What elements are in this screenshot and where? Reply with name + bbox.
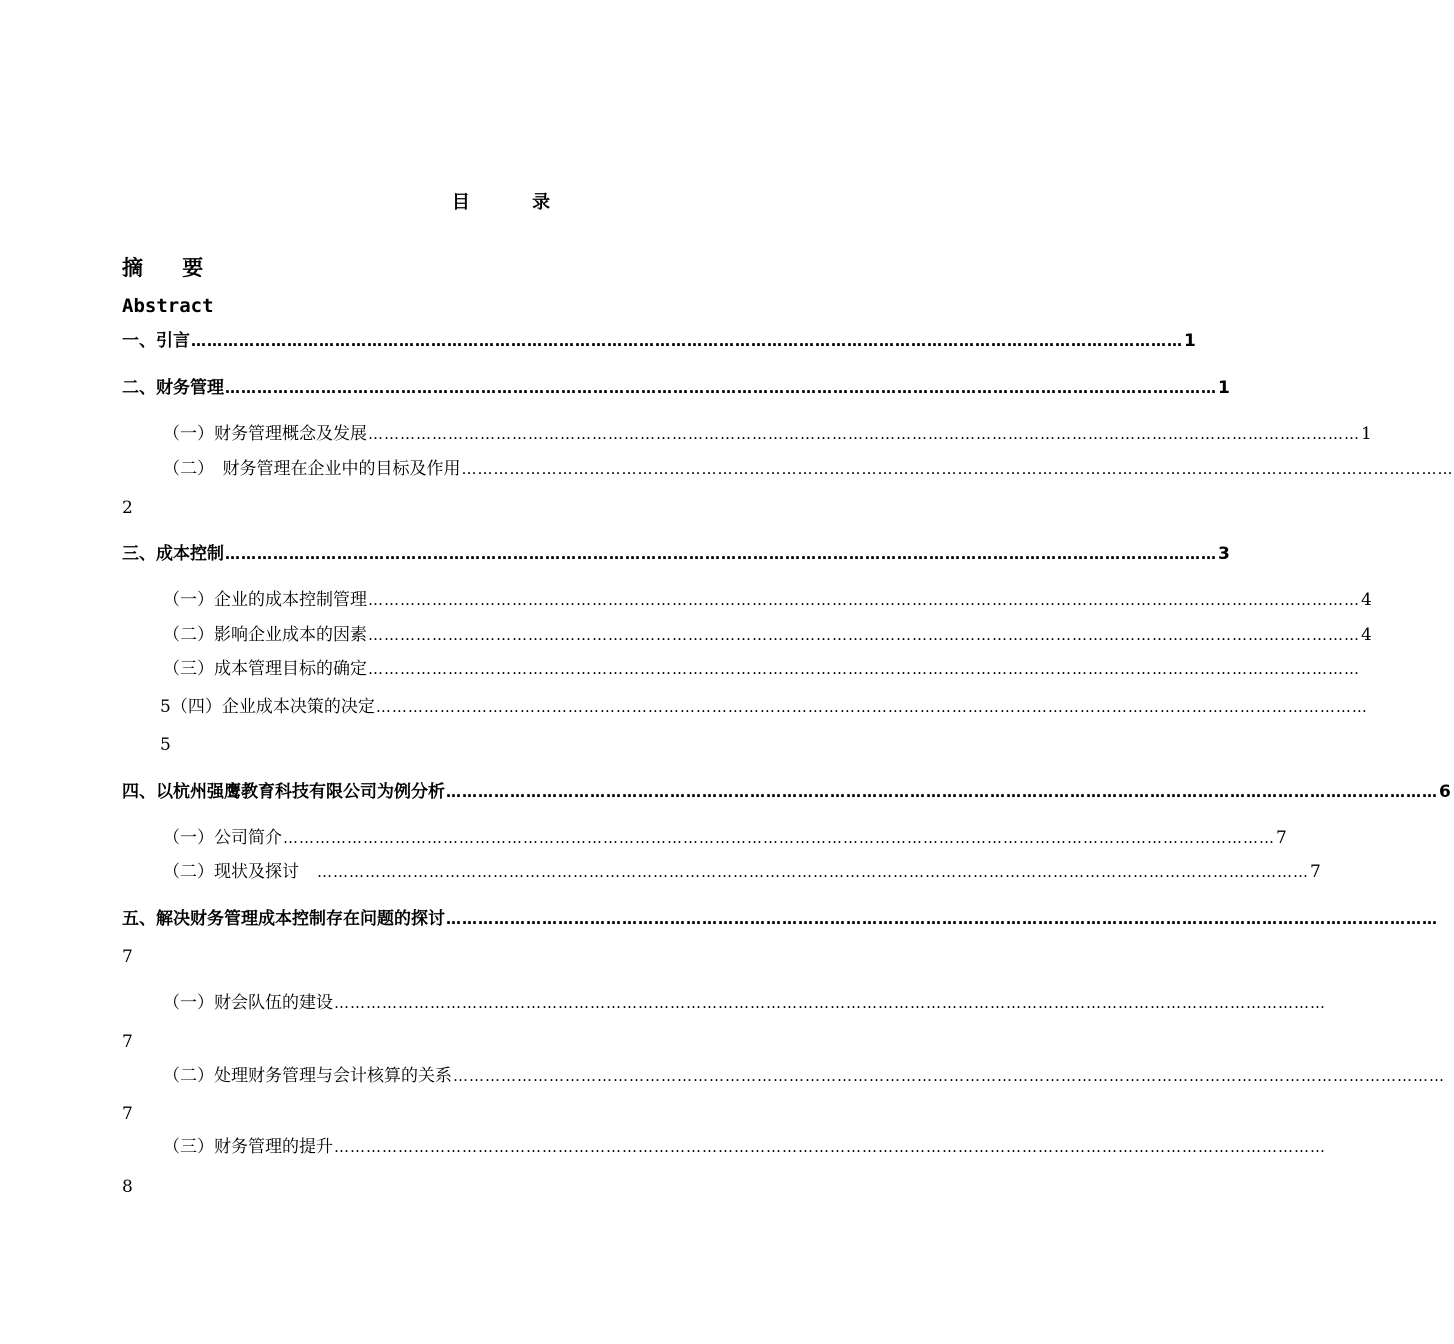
toc-entry[interactable] xyxy=(160,695,1368,719)
toc-page-number: 7 xyxy=(122,947,133,967)
toc-leader: …………………………………………………………………………………………………………………………………………………………………… xyxy=(368,425,1360,443)
toc-entry-label: （二）影响企业成本的因素 xyxy=(163,625,367,645)
toc-entry-label: （三）财务管理的提升 xyxy=(163,1137,333,1157)
toc-entry[interactable] xyxy=(163,826,1287,850)
toc-leader: …………………………………………………………………………………………………………………………………………………………………… xyxy=(283,829,1275,847)
toc-page-number: 7 xyxy=(1276,828,1287,848)
toc-entry[interactable] xyxy=(163,1064,1445,1088)
toc-leader: …………………………………………………………………………………………………………………………………………………………………… xyxy=(191,332,1183,350)
toc-entry[interactable] xyxy=(163,588,1372,612)
toc-page-number: 1 xyxy=(1361,424,1372,444)
toc-entry-label: （三）成本管理目标的确定 xyxy=(163,659,367,679)
toc-entry[interactable] xyxy=(163,1135,1326,1159)
toc-leader: …………………………………………………………………………………………………………………………………………………………………… xyxy=(368,660,1360,678)
toc-page-number: 3 xyxy=(1218,544,1230,564)
toc-title: 目 录 xyxy=(451,192,579,213)
toc-entry-label: （一）公司简介 xyxy=(163,828,282,848)
toc-leader: …………………………………………………………………………………………………………………………………………………………………… xyxy=(225,379,1217,397)
toc-page-number: 2 xyxy=(122,498,133,518)
toc-page-number: 7 xyxy=(1310,862,1321,882)
toc-entry-label: （二）处理财务管理与会计核算的关系 xyxy=(163,1066,452,1086)
toc-leader: …………………………………………………………………………………………………………………………………………………………………… xyxy=(375,698,1368,716)
toc-page-number: 8 xyxy=(122,1177,133,1197)
abstract-en-heading: Abstract xyxy=(122,295,214,317)
toc-entry-label: （二）现状及探讨 xyxy=(163,862,316,882)
toc-leader: …………………………………………………………………………………………………………………………………………………………………… xyxy=(461,460,1454,478)
toc-entry-label: （一）财务管理概念及发展 xyxy=(163,424,367,444)
toc-entry-label: 二、财务管理 xyxy=(122,378,224,398)
toc-leader: …………………………………………………………………………………………………………………………………………………………………… xyxy=(334,1138,1326,1156)
toc-entry-label: 五、解决财务管理成本控制存在问题的探讨 xyxy=(122,909,445,929)
toc-page-number: 5 xyxy=(160,735,171,755)
toc-page-number: 6 xyxy=(1439,782,1451,802)
toc-entry-label: 一、引言 xyxy=(122,331,190,351)
toc-leader: …………………………………………………………………………………………………………………………………………………………………… xyxy=(225,545,1217,563)
toc-entry-label: 四、以杭州强鹰教育科技有限公司为例分析 xyxy=(122,782,445,802)
toc-entry[interactable] xyxy=(163,860,1321,884)
toc-entry[interactable] xyxy=(163,422,1372,446)
toc-entry[interactable] xyxy=(122,329,1196,353)
toc-entry-label: （一）财会队伍的建设 xyxy=(163,993,333,1013)
toc-leader: …………………………………………………………………………………………………………………………………………………………………… xyxy=(446,783,1438,801)
toc-entry[interactable] xyxy=(122,542,1230,566)
toc-entry[interactable] xyxy=(122,907,1438,931)
toc-entry-label: 5（四）企业成本决策的决定 xyxy=(160,697,375,717)
toc-page-number: 7 xyxy=(122,1032,133,1052)
toc-page-number: 7 xyxy=(122,1104,133,1124)
toc-entry[interactable] xyxy=(122,780,1451,804)
toc-page-number: 1 xyxy=(1184,331,1196,351)
toc-entry[interactable] xyxy=(163,623,1372,647)
toc-entry-label: （一）企业的成本控制管理 xyxy=(163,590,367,610)
abstract-cn-heading: 摘 要 xyxy=(122,256,220,280)
toc-leader: …………………………………………………………………………………………………………………………………………………………………… xyxy=(446,910,1438,928)
toc-page-number: 1 xyxy=(1218,378,1230,398)
toc-leader: …………………………………………………………………………………………………………………………………………………………………… xyxy=(368,591,1360,609)
toc-entry[interactable] xyxy=(163,457,1454,481)
toc-leader: …………………………………………………………………………………………………………………………………………………………………… xyxy=(453,1067,1445,1085)
toc-entry[interactable] xyxy=(163,657,1360,681)
toc-page-number: 4 xyxy=(1361,625,1372,645)
toc-page-number: 4 xyxy=(1361,590,1372,610)
toc-entry[interactable] xyxy=(163,991,1326,1015)
toc-entry[interactable] xyxy=(122,376,1230,400)
toc-leader: …………………………………………………………………………………………………………………………………………………………………… xyxy=(334,994,1326,1012)
toc-leader: …………………………………………………………………………………………………………………………………………………………………… xyxy=(368,626,1360,644)
toc-leader: …………………………………………………………………………………………………………………………………………………………………… xyxy=(317,863,1309,881)
toc-entry-label: （二） 财务管理在企业中的目标及作用 xyxy=(163,459,461,479)
toc-entry-label: 三、成本控制 xyxy=(122,544,224,564)
